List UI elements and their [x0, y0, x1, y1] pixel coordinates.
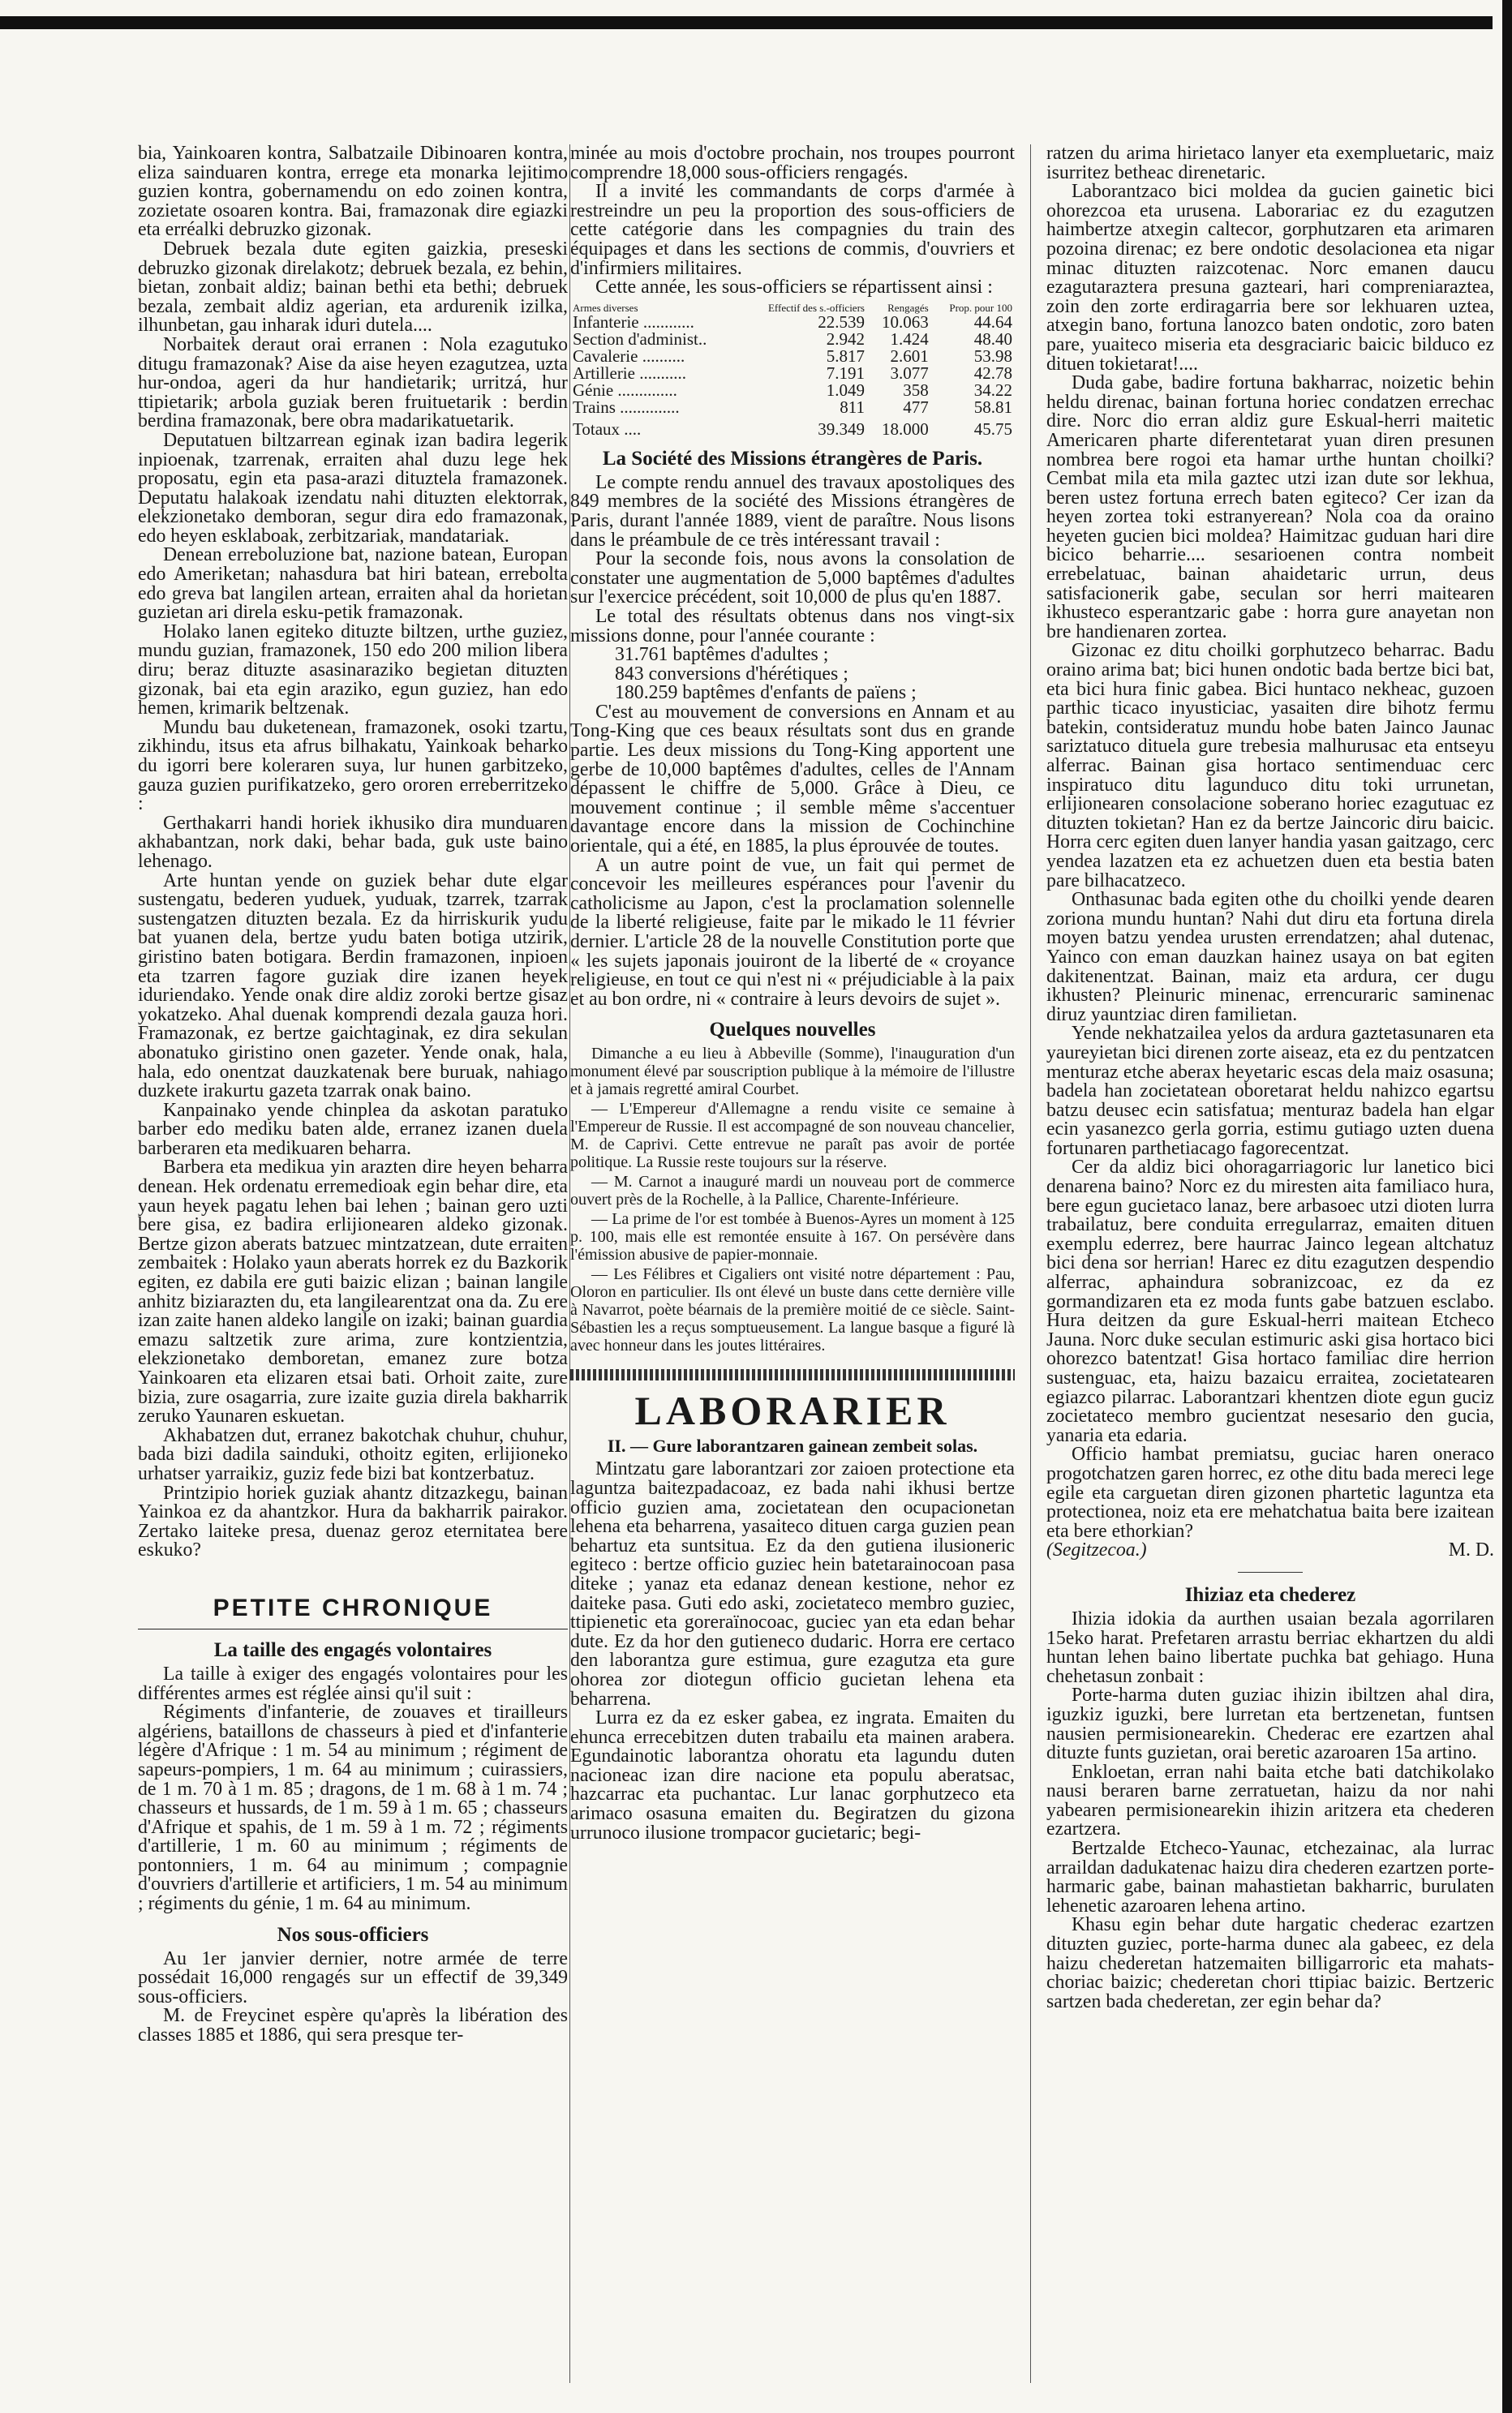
table-cell: 53.98 — [973, 346, 1012, 366]
table-cell: 7.191 — [826, 363, 865, 383]
paragraph: A un autre point de vue, un fait qui permet de concevoir les meilleures espérances pour l'avenir du catholicisme au Japon, c'est la proclamation solennelle de la liberté religieuse, faite par le mikado le 11 février dernier. L'article 28 de la nouvelle Constitution porte que « les sujets japonais jouiront de la liberté de « croyance religieuse, en tout ce qui n'est ni « préjudiciable à la paix et au bon ordre, ni « contraire à leurs devoirs de sujet ». — [570, 854, 1015, 1010]
paragraph: Cette année, les sous-officiers se répartissent ainsi : — [595, 277, 993, 298]
table-cell: 42.78 — [973, 363, 1012, 383]
continuation-note: (Segitzecoa.) — [1046, 1539, 1147, 1561]
section-title: PETITE CHRONIQUE — [213, 1594, 493, 1621]
paragraph: Deputatuen biltzarrean eginak izan badira legerik inpioenak, tzarrenak, erraiten ahal duzu lege hek proposatu, egin eta pasa-arazi dituztela framazonek. Deputatu halakoak izendatu nahi dituzten elektorrak, elekzionetako demboran, segur dira edo framazonak, edo heyen esklaboak, zerbitzariak, mandatariak. — [138, 429, 568, 547]
table-cell: 2.601 — [890, 346, 929, 366]
table-row — [570, 399, 1015, 416]
paragraph: Khasu egin behar dute hargatic chederac ezartzen dituzten guziec, porte-harma dunec ala gabeec, ez dela haizu chederetan hatzemaiten billigarroric eta mahats-choriac baizic; chederetan chori ttipiac baizic. Bertzeric sartzen bada chederetan, zer egin behar da? — [1046, 1914, 1494, 2012]
article-missions — [570, 471, 1015, 1010]
table-cell: Infanterie ............ — [573, 311, 694, 332]
paragraph: Régiments d'infanterie, de zouaves et tirailleurs algériens, bataillons de chasseurs à pied et d'infanterie légère d'Afrique : 1 m. 54 au minimum ; régiment de sapeurs-pompiers, 1 m. 64 au minimum ; cuirassiers, de 1 m. 70 à 1 m. 85 ; dragons, de 1 m. 68 à 1 m. 74 ; chasseurs et hussards, de 1 m. 59 à 1 m. 65 ; chasseurs d'Afrique et spahis, de 1 m. 59 à 1 m. 72 ; régiments d'artillerie, 1 m. 60 au minimum ; régiments de pontonniers, 1 m. 64 au minimum ; compagnie d'ouvriers d'artillerie et artificiers, 1 m. 54 au minimum ; régiments du génie, 1 m. 64 au minimum. — [138, 1702, 568, 1915]
paragraph: Yende nekhatzailea yelos da ardura gaztetasunaren eta yaureyietan bici direnen zorte aiseaz, eta ez du pentzatcen menturaz etche aberax heyetaric escas dela maiz osasuna; badela han zocietatean oboretarat heldu nahizco egartsu batzu deusec ecin satisfatua; menturaz badela han elgar ecin yasanezco gerla gorria, estimu gutiago uzten duena fortunaren parthetiacago fagorecentzat. — [1046, 1023, 1494, 1159]
paragraph: — Les Félibres et Cigaliers ont visité notre département : Pau, Oloron en particulier. Ils ont élevé un buste dans cette dernière ville à Navarrot, poète béarnais de la première moitié de ce siècle. Saint-Sébastien les a reçus somptueusement. La langue basque a figuré là avec honneur dans les joutes littéraires. — [570, 1265, 1015, 1355]
table-cell: 45.75 — [973, 419, 1012, 439]
paragraph: Onthasunac bada egiten othe du choilki yende dearen zoriona mundu huntan? Nahi dut diru eta fortuna direla moyen batzu yendea urusten errendatzen; ahal dutenac, Yainco con eman dauzkan hainez usaya on bat egiten dakitenentzat. Bainan, maiz eta ardura, cer dugu ikhusten? Pleinuric minenac, errencuraric saminenac diruz yauntziac diren familietan. — [1046, 889, 1494, 1025]
paragraph: Mundu bau duketenean, framazonek, osoki tzartu, zikhindu, itsus eta afrus bilhakatu, Yainkoak beharko du igorri bere koleraren suya, lur hunen garbitzeko, gauza guzien purifikatzeko, gero ororen erreberritzeko : — [138, 716, 568, 815]
table-cell: 34.22 — [973, 380, 1012, 400]
article-taille — [138, 1665, 568, 1914]
paragraph: Pour la seconde fois, nous avons la consolation de constater une augmentation de 5,000 baptêmes d'adultes sur l'exercice précédent, soit 10,000 de plus qu'en 1887. — [570, 548, 1015, 608]
paragraph: 180.259 baptêmes d'enfants de païens ; — [615, 682, 917, 704]
author-initials: M. D. — [1448, 1539, 1494, 1561]
column-3 — [1046, 144, 1494, 2399]
paragraph: Kanpainako yende chinplea da askotan paratuko barber edo mediku baten alde, erranez izanen duela barberaren eta medikuaren beharra. — [138, 1099, 568, 1159]
ornament-rule — [570, 1369, 1015, 1380]
divider — [1238, 1572, 1303, 1573]
table-header: Rengagés — [887, 301, 929, 314]
table-cell: 22.539 — [818, 311, 865, 332]
paragraph: La taille à exiger des engagés volontaires pour les différentes armes est réglée ainsi qu'il suit : — [138, 1663, 568, 1704]
paragraph: ratzen du arima hirietaco lanyer eta exempluetaric, maiz isurritez betheac direnetaric. — [1046, 144, 1494, 183]
article-ihiziaz — [1046, 1610, 1494, 2012]
article-sous-officiers-cont — [570, 144, 1015, 298]
paragraph: Gizonac ez ditu choilki gorphutzeco beharrac. Badu oraino arima bat; bici hunen ondotic bada bertze bici bat, eta bici hura finic gabea. Bici huntaco nekheac, guzoen parthic ticaco inyusticiac, yasaiten dire bihotz fermu batekin, contsideratuz mundu hobe baten Jainco Jaunac sariztatuco dituela gure trebesia malhurusac eta entseyu alferrac. Bainan gisa hortaco sentimenduac cerc inspiratuco ditu lagunduco ditu toki urrunetan, erlijionearen consolacione soberano horiec ezagutuac ez dituzten tokietan? Han ez da bertze Jaincoric diru baicic. Horra cerc egiten duen lanyer handia yasan gaitzago, cerc yendea lazatzen eta ez achuetzen duen eta bestia baten pare bilhacatzeco. — [1046, 640, 1494, 891]
paragraph: minée au mois d'octobre prochain, nos troupes pourront comprendre 18,000 sous-officiers rengagés. — [570, 143, 1015, 183]
article-laborarier-cont — [1046, 144, 1494, 1541]
paragraph: Barbera eta medikua yin arazten dire heyen beharra denean. Hek ordenatu erremedioak egin behar dire, eta yaun heyek pagatu lehen bai lehen ; bainan gero uzti bere gisa, ez badira erlijionearen aldeko gizonak. Bertze gizon aberats batzuec mintzatzean, dute erraiten zembaitek : Holako yaun aberats horrek ez du Bazkorik egiten, ez dabila ere guti baizic elizan ; bainan langile anhitz biziarazten du, eta langilearentzat ona da. Zu ere izan zaite hanen aldeko langile on izaki; bainan guardia emazu saltzetik zure arima, zure kontzientzia, elekzionetako demboretan, emanez zure botza Yainkoaren eta elizaren etsai bati. Orhoit zaite, zure bizia, zure osagarria, zure izaite guzia direla bakharrik zeruko Yaunaren eskuetan. — [138, 1157, 568, 1428]
table-cell: 44.64 — [973, 311, 1012, 332]
paragraph: Norbaitek deraut orai erranen : Nola ezagutuko ditugu framazonak? Aise da aise heyen ezagutzea, uzta hur-ondoa, ageri da hur handietarik; urritzá, hur ttipietarik; arbola guziak beren fruituetarik : berdin berdina framazonak, bere obra madarikatuetarik. — [138, 333, 568, 432]
table-cell: 58.81 — [973, 397, 1012, 417]
paragraph: Dimanche a eu lieu à Abbeville (Somme), l'inauguration d'un monument élevé par souscription publique à la mémoire de l'illustre et à jamais regretté amiral Courbet. — [570, 1045, 1015, 1099]
table-cell: 1.049 — [826, 380, 865, 400]
paragraph: Duda gabe, badire fortuna bakharrac, noizetic behin heldu direnac, bainan fortuna horiec condatzen errechac dire. Norc dio erran aldiz gure Eskual-herri maitetic Americaren pharte diferentetarat yuan diren presunen nombrea bere rogoi eta hamar urthe huntan choilki? Cembat mila eta mila gaztec utzi izan dute sor lekhua, beren ustez fortuna errech baten egiteco? Cer izan da heyen zortea toki estranyerean? Nola coa da oraino heyeten gucien bici moldea? Haimitzac guduan hari dire bicico beharrie.... sesarioenen contra nombeit errebelatuac, bainan ahaidetaric urrun, deus satisfacionerik gabe, seculan sor herri maitearen ikhusteco esperantzaric gabe : horra gure anayetan non bre handienaren zortea. — [1046, 372, 1494, 642]
table-header: Prop. pour 100 — [949, 301, 1012, 314]
heading-sous-officiers: Nos sous-officiers — [277, 1923, 429, 1946]
table-header: Effectif des s.-officiers — [767, 301, 865, 314]
paragraph: — M. Carnot a inauguré mardi un nouveau port de commerce ouvert près de la Rochelle, à la Pallice, Charente-Inférieure. — [570, 1173, 1015, 1209]
laborarier-title: LABORARIER — [634, 1388, 951, 1434]
table-cell: Artillerie ........... — [573, 363, 686, 383]
paragraph: Au 1er janvier dernier, notre armée de terre possédait 16,000 rengagés sur un effectif de 39,349 sous-officiers. — [138, 1947, 568, 2007]
table-cell: 48.40 — [973, 328, 1012, 349]
signature-line — [1046, 1541, 1494, 1561]
paragraph: Holako lanen egiteko dituzte biltzen, urthe guziez, mundu guzian, framazonek, 150 edo 200 milion libera diru; beraz dituzte asasinaraziko begietan dituzten gizonak, bai eta egin araziko, egun guziez, han edo hemen, krimarik beltzenak. — [138, 620, 568, 719]
paragraph: Lurra ez da ez esker gabea, ez ingrata. Emaiten du ehunca errecebitzen duten trabailu eta mainen arabera. Egundainotic laborantza ohoratu eta lagundu duten nacioneac izan dire nacione eta populu aberatsac, hazcarrac eta puchantac. Lur lanac gorphutzeco eta arimaco osasuna emaiten du. Begiratzen du gizona urrunoco ilusione trompacor gucietaric; begi- — [570, 1707, 1015, 1844]
paragraph: Printzipio horiek guziak ahantz ditzazkegu, bainan Yainkoa ez da ahantzkor. Hura da bakharrik pairakor. Zertako laiteke presa, duenaz geroz eternitatea bere eskuko? — [138, 1482, 568, 1561]
paragraph: Debruek bezala dute egiten gaizkia, preseski debruzko gizonak direlakotz; debruek bezala, ez behin, bietan, zonbait aldiz; bainan bethi eta bethi; debruek bezala, zembait aldiz agerian, eta ardurenik izilka, ilhunbetan, gau inharak iduri dutela.... — [138, 238, 568, 337]
table-total-row — [570, 416, 1015, 438]
paragraph: bia, Yainkoaren kontra, Salbatzaile Dibinoaren kontra, eliza sainduaren kontra, errege eta monarka lejitimo guzien kontra, gobernamendu on edo zoinen kontra, zozietate osoaren kontra. Bai, framazonak dire egiazki eta erréalki debruzko gizonak. — [138, 143, 568, 241]
paragraph: Arte huntan yende on guziek behar dute elgar sustengatu, bederen yuduek, yuduak, tzarrek, tzarrak sustengatzen dituzten bezala. Ez da hirriskurik yudu bat yuanen dela, bertze yudu baten botiga utzirik, giristino baten botigara. Berdin framazonen, inpioen eta tzarren fagore guziak dire izanen heyek iduriendako. Yende onak dire aldiz zoroki bertze gisaz yokatzeko. Ahal duenak komprendi dezala gauza hori. Framazonak, ez bertze gaichtaginak, ez dira sekulan abonatuko giristino onen gazeter. Yende onak, hala, hala, edo onentzat dauzkatenak bere buruak, nahiago duzkete irakurtu gazeta tzarrak onak baino. — [138, 869, 568, 1102]
table-cell: Cavalerie .......... — [573, 346, 685, 366]
paragraph: Porte-harma duten guziac ihizin ibiltzen ahal dira, iguzkiz iguzki, bere lurretan eta bertzenetan, funtsen nausien permisionearekin. Chederac ere ezartzen ahal dituzte funts guzietan, orai beretic azaroaren 15a artino. — [1046, 1685, 1494, 1764]
masthead-rule — [0, 16, 1493, 29]
table-cell: Totaux .... — [573, 419, 642, 439]
paragraph: Cer da aldiz bici ohoragarriagoric lur lanetico bici denarena baino? Norc ez du miresten aita familiaco hura, bere egun gucietaco lanaz, bere arbasoec utzi dioten lurra trabailatuz, bere conduita erregularraz, emaiten dituen exemplu ederrez, bere haurrac Jainco legean altchatuz bici dena sor herrian! Harec ez ditu ezagutzen despendio alferrac, aphaindura sobranizcoac, ez da ez gormandizaren eta ez moda funts gabe batzuen esclabo. Hura deitzen da gure Eskual-herri maitean Etcheco Jauna. Norc duke seculan estimuric aski gisa hortaco bici ohorezco batentzat! Gisa hortaco familiac dire herrion sustenguac, eta, haizu bazaicu erraitea, zocietatearen egiazco pilarrac. Laborantzari khentzen diote egun guciz zocietateco membro gucientzat nesesario den gucia, yanaria eta edaria. — [1046, 1157, 1494, 1446]
table-cell: Section d'administ.. — [573, 328, 707, 349]
table-cell: 10.063 — [881, 311, 929, 332]
table-cell: 1.424 — [890, 328, 929, 349]
table-cell: 3.077 — [890, 363, 929, 383]
laborarier-subtitle: II. — Gure laborantzaren gainean zembeit solas. — [607, 1436, 978, 1457]
paragraph: Le compte rendu annuel des travaux apostoliques des 849 membres de la société des Missions étrangères de Paris, durant l'année 1889, vient de paraître. Nous lisons dans le préambule de ce très intéressant travail : — [570, 471, 1015, 551]
basque-article — [138, 144, 568, 1561]
table-cell: Trains .............. — [573, 397, 680, 417]
heading-missions: La Société des Missions étrangères de Paris. — [602, 447, 983, 470]
table-cell: 5.817 — [826, 346, 865, 366]
table-cell: 811 — [840, 397, 865, 417]
column-1 — [138, 144, 568, 2046]
article-sous-officiers — [138, 1947, 568, 2046]
table-cell: 18.000 — [881, 419, 929, 439]
paragraph: 31.761 baptêmes d'adultes ; — [615, 644, 829, 666]
paragraph: C'est au mouvement de conversions en Annam et au Tong-King que ces beaux résultats sont dus en grande partie. Les deux missions du Tong-King apportent une gerbe de 10,000 baptêmes d'adultes, celles de l'Annam dépassent le chiffre de 5,000. Grâce à Dieu, ce mouvement continue ; il semble même s'accentuer davantage encore dans la mission de Cochinchine orientale, qui a été, en 1885, la plus éprouvée de toutes. — [570, 701, 1015, 857]
paragraph: Le total des résultats obtenus dans nos vingt-six missions donne, pour l'année courante : — [570, 605, 1015, 646]
heading-nouvelles: Quelques nouvelles — [709, 1019, 876, 1041]
heading-taille: La taille des engagés volontaires — [213, 1638, 492, 1661]
paragraph: Denean erreboluzione bat, nazione batean, Europan edo Ameriketan; nahasdura bat hiri batean, errebolta edo greva bat langilen artean, erraiten ahal da horietan guzietan ari direla esku-petik framazonak. — [138, 544, 568, 624]
paragraph: Il a invité les commandants de corps d'armée à restreindre un peu la proportion des sous-officiers de cette catégorie dans les compagnies du train des équipages et dans les sections de commis, d'ouvriers et d'infirmiers militaires. — [570, 181, 1015, 279]
paragraph: Ihizia idokia da aurthen usaian bezala agorrilaren 15eko harat. Prefetaren arrastu berriac ekhartzen du aldi huntan lehen baino libertate puchka bat gehiago. Huna chehetasun zonbait : — [1046, 1608, 1494, 1687]
table-row — [570, 331, 1015, 348]
column-rule — [1030, 144, 1031, 2383]
paragraph: Officio hambat premiatsu, guciac haren oneraco progotchatzen garen horrec, ez othe ditu bada mereci lege egile eta carguetan diren gizonen phartetic laguntza eta protectionea, noiz eta ere mehatchatua baita bere izaitean eta bere ethorkian? — [1046, 1444, 1494, 1542]
page-edge — [1502, 0, 1512, 2413]
table-cell: 477 — [903, 397, 929, 417]
paragraph: Mintzatu gare laborantzari zor zaioen protectione eta laguntza baitezpadacoaz, ez bada nahi ikhusi bertze officio guzien ama, zocietatean den ocupacionetan lehena eta beharrena, yasaiteco dituen carga guzien pean behartuz eta suntsitua. Ez da den gutiena ilusioneric egiteco : bertze officio guziec hein batetarainocoan pasa diteke ; yanaz eta edanaz denean kestione, nehor ez daiteke pasa. Guti edo aski, zocietateco membro guziec, ttipienetic eta goreraïnocoac, guciec yan eta edan behar dute. Ez da hor den gutieneco dudaric. Horra ere certaco den laborantza gure estimua, gure ezagutza eta gure ohorea zor diotegun officio gucietan lehena eta beharrena. — [570, 1458, 1015, 1710]
paragraph: 843 conversions d'hérétiques ; — [615, 663, 848, 685]
table-row — [570, 382, 1015, 399]
paragraph: Laborantzaco bici moldea da gucien gainetic bici ohorezcoa eta urusena. Laborariac ez du ezagutzen haimbertze atxegin caltecor, gorphutzaren eta arimaren pozoina direnac; ez bere ondotic desolacionea eta nigar minac dituzten raizcotenac. Norc emanen daucu ezagutaraztera presuna gazteari, hari compreniaraztea, zoin den zorte erdiragarria bere sor lekhuaren uztea, atxegin bano, fortuna lanozco baten ondotic, zoro baten pare, yuaiteco miseria eta desgraciaric baicic bilduco ez dituen tokietarat!.... — [1046, 181, 1494, 375]
table-cell: 358 — [903, 380, 929, 400]
table-cell: 39.349 — [818, 419, 865, 439]
table-cell: 2.942 — [826, 328, 865, 349]
paragraph: M. de Freycinet espère qu'après la libération des classes 1885 et 1886, qui sera presque ter- — [138, 2005, 568, 2046]
column-2 — [570, 144, 1015, 1843]
paragraph: — L'Empereur d'Allemagne a rendu visite ce semaine à l'Empereur de Russie. Il est accompagné de son nouveau chancelier, M. de Caprivi. Cette entrevue ne paraît pas avoir de portée politique. La Russie reste toujours sur la réserve. — [570, 1100, 1015, 1172]
article-laborarier — [570, 1460, 1015, 1843]
paragraph: — La prime de l'or est tombée à Buenos-Ayres un moment à 125 p. 100, mais elle est remontée ensuite à 167. On persévère dans l'émission abusive de papier-monnaie. — [570, 1210, 1015, 1264]
paragraph: Akhabatzen dut, erranez bakotchak chuhur, chuhur, bada bizi dadila sainduki, othoitz egiten, erlijioneko urhatser yarraikiz, guziz fede bizi bat kontzerbatuz. — [138, 1424, 568, 1484]
paragraph: Bertzalde Etcheco-Yaunac, etchezainac, ala lurrac arraildan dadukatenac haizu dira chederen ezartzen porte-harmaric gabe, bainan mahastietan bakharric, burulaten lehenetic azaroaren lehena artino. — [1046, 1838, 1494, 1917]
table-row — [570, 365, 1015, 382]
paragraph: Gerthakarri handi horiek ikhusiko dira munduaren akhabantzan, nork daki, behar bada, guk uste baino lehenago. — [138, 812, 568, 872]
table-cell: Génie .............. — [573, 380, 677, 400]
table-header: Armes diverses — [573, 301, 638, 314]
table-row — [570, 348, 1015, 365]
paragraph: Enkloetan, erran nahi baita etche bati datchikolako nausi beraren barne zerratuetan, haizu da nor nahi yabearen permisionearekin ihizin aritzera eta chederen ezartzera. — [1046, 1761, 1494, 1840]
stats-table — [570, 303, 1015, 438]
article-nouvelles — [570, 1045, 1015, 1355]
heading-ihiziaz: Ihiziaz eta chederez — [1184, 1583, 1356, 1606]
table-row — [570, 314, 1015, 331]
